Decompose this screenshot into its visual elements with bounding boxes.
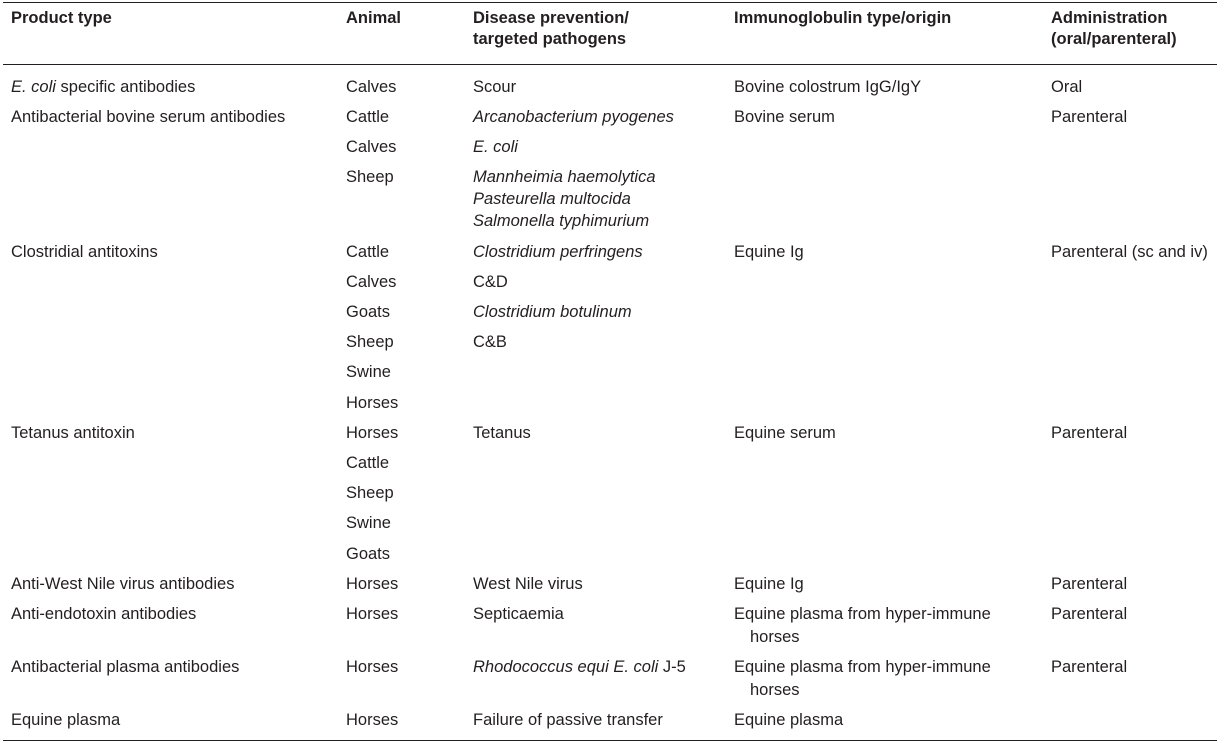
administration-cell: Parenteral (1051, 575, 1128, 593)
animal-cell: Goats (346, 303, 391, 321)
administration-cell: Parenteral (1051, 658, 1128, 676)
product-type-cell: Antibacterial bovine serum antibodies (11, 108, 286, 126)
pathogen-strain: J-5 (658, 658, 686, 676)
disease-cell (473, 188, 631, 211)
immunoglobulin-cell: Bovine colostrum IgG/IgY (734, 78, 922, 96)
header-admin-line2: (oral/parenteral) (1051, 30, 1177, 48)
disease-cell: West Nile virus (473, 575, 583, 593)
animal-cell: Calves (346, 78, 397, 96)
pathogen-name: E. coli (473, 138, 518, 156)
pathogen-name: Clostridium perfringens (473, 243, 643, 261)
header-admin-line1: Administration (1051, 9, 1168, 27)
disease-cell: C&D (473, 273, 508, 291)
pathogen-name: Mannheimia haemolytica (473, 168, 656, 186)
animal-cell: Swine (346, 514, 391, 532)
product-type-cell: Anti-endotoxin antibodies (11, 605, 197, 623)
disease-cell (473, 301, 632, 324)
immunoglobulin-line1: Equine plasma from hyper-immune (734, 605, 991, 623)
immunoglobulin-line2: horses (750, 681, 800, 699)
disease-cell: Failure of passive transfer (473, 711, 663, 729)
table-top-rule (3, 2, 1217, 3)
animal-cell: Calves (346, 138, 397, 156)
disease-cell (473, 136, 518, 159)
animal-cell: Horses (346, 711, 399, 729)
header-product-type: Product type (11, 9, 112, 27)
animal-cell: Horses (346, 605, 399, 623)
animal-cell: Sheep (346, 484, 394, 502)
header-disease (473, 8, 629, 50)
animal-cell: Horses (346, 394, 399, 412)
animal-cell: Swine (346, 363, 391, 381)
immunoglobulin-cell: Equine plasma (734, 711, 844, 729)
disease-cell: C&B (473, 333, 507, 351)
header-immunoglobulin: Immunoglobulin type/origin (734, 9, 952, 27)
animal-cell: Cattle (346, 243, 390, 261)
disease-cell (473, 210, 649, 233)
animal-cell: Cattle (346, 454, 390, 472)
immunoglobulin-cell: Equine Ig (734, 243, 804, 261)
disease-cell (473, 241, 643, 264)
table-bottom-rule (3, 740, 1217, 741)
pathogen-name: Clostridium botulinum (473, 303, 632, 321)
animal-cell: Horses (346, 658, 399, 676)
disease-cell: Scour (473, 78, 517, 96)
animal-cell: Sheep (346, 333, 394, 351)
product-type-cell: Anti-West Nile virus antibodies (11, 575, 235, 593)
immunoglobulin-cell (734, 603, 991, 649)
product-type-cell: Equine plasma (11, 711, 121, 729)
immunoglobulin-cell: Equine Ig (734, 575, 804, 593)
disease-cell (473, 166, 656, 189)
administration-cell: Parenteral (1051, 424, 1128, 442)
header-disease-line2: targeted pathogens (473, 30, 627, 48)
pathogen-name: Pasteurella multocida (473, 190, 631, 208)
administration-cell: Parenteral (sc and iv) (1051, 243, 1208, 261)
immunoglobulin-cell: Bovine serum (734, 108, 835, 126)
product-type-cell (11, 76, 195, 99)
immunoglobulin-line2: horses (750, 628, 800, 646)
animal-cell: Cattle (346, 108, 390, 126)
disease-cell: Tetanus (473, 424, 531, 442)
animal-cell: Sheep (346, 168, 394, 186)
animal-cell: Horses (346, 575, 399, 593)
header-animal: Animal (346, 9, 402, 27)
pathogen-name: Salmonella typhimurium (473, 212, 650, 230)
immunoglobulin-cell: Equine serum (734, 424, 836, 442)
administration-cell: Oral (1051, 78, 1083, 96)
header-administration (1051, 8, 1177, 50)
administration-cell: Parenteral (1051, 605, 1128, 623)
pathogen-name: Rhodococcus equi E. coli (473, 658, 659, 676)
immunoglobulin-line1: Equine plasma from hyper-immune (734, 658, 991, 676)
animal-cell: Calves (346, 273, 397, 291)
animal-cell: Goats (346, 545, 391, 563)
product-type-cell: Antibacterial plasma antibodies (11, 658, 240, 676)
disease-cell (473, 106, 674, 129)
administration-cell: Parenteral (1051, 108, 1128, 126)
product-type-cell: Clostridial antitoxins (11, 243, 158, 261)
product-type-italic: E. coli (11, 78, 56, 96)
animal-cell: Horses (346, 424, 399, 442)
pathogen-name: Arcanobacterium pyogenes (473, 108, 674, 126)
product-type-cell: Tetanus antitoxin (11, 424, 135, 442)
immunoglobulin-cell (734, 656, 991, 702)
disease-cell (473, 656, 686, 679)
product-type-text: specific antibodies (55, 78, 196, 96)
table-header-rule (3, 64, 1217, 65)
disease-cell: Septicaemia (473, 605, 564, 623)
header-disease-line1: Disease prevention/ (473, 9, 629, 27)
